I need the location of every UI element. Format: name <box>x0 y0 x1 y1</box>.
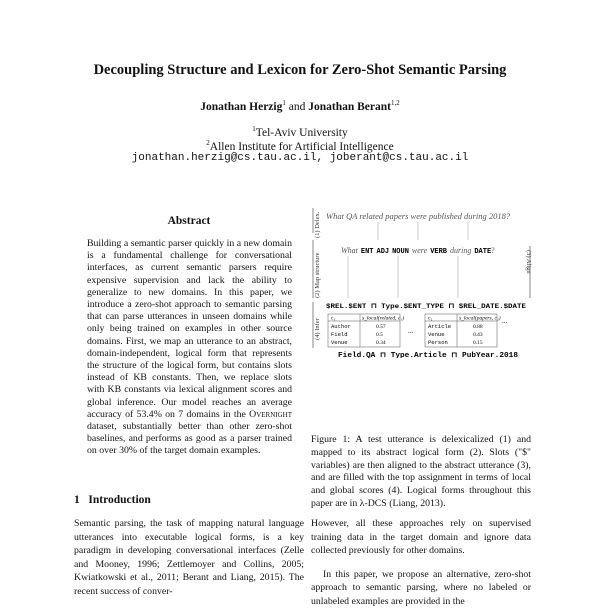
affiliation-1-text: Tel-Aviv University <box>255 126 348 139</box>
table-2-row-3-score: 0.15 <box>473 340 483 346</box>
table-1-row-3-candidate: Venue <box>331 339 348 346</box>
delex-utterance <box>341 246 495 256</box>
author-2-sup: 1,2 <box>390 99 400 107</box>
authors-and: and <box>288 100 306 113</box>
table-2-col2: s_local(papers, c₂) <box>459 315 501 322</box>
table-1-row-2-score: 0.5 <box>376 332 383 338</box>
abstract-text-1: Building a semantic parser quickly in a new domain is a fundamental challenge for conversational interfaces, as current semantic parsers require expensive supervision and lack the ability to generalize to new domains. In this paper, we introduce a zero-shot approach to semantic parsing that can parse utterances in unseen domains while only being trained on examples in other source domains. First, we map an utterance to an abstract, domain-independent, logical form that represents the structure of the logical form, but contains slots instead of KB constants. Then, we replace slots with KB constants via lexical alignment scores and global inference. Our model reaches an average accuracy of 53.4% on 7 domains in the <box>87 238 292 420</box>
affiliation-1 <box>0 125 600 139</box>
score-table-1 <box>328 314 404 347</box>
table-2-row-2-score: 0.43 <box>473 332 483 338</box>
table-2-row-1-candidate: Article <box>428 323 452 330</box>
affiliation-2-text: Allen Institute for Artificial Intelligence <box>209 140 394 153</box>
author-1-sup: 1 <box>282 99 286 107</box>
right-column-text <box>311 517 531 609</box>
delex-were: were <box>411 246 428 255</box>
table-1-row-1-score: 0.57 <box>376 324 386 330</box>
figure-1 <box>308 208 538 358</box>
delex-adj: ADJ <box>376 248 390 256</box>
right-paragraph-2: In this paper, we propose an alternative, zero-shot approach to semantic parsing, where no labeled or unlabeled examples are provided in the <box>311 568 531 607</box>
table-2-row-1-score: 0.88 <box>473 324 483 330</box>
abstract-heading: Abstract <box>167 215 211 227</box>
table-1-row-3-score: 0.34 <box>376 340 386 346</box>
abstract-dataset: Overnight <box>249 408 292 420</box>
abstract-text <box>87 238 292 458</box>
table-ellipsis-left: ... <box>408 327 414 335</box>
table-1-col1: c₁ <box>331 315 336 322</box>
delex-ent: ENT <box>360 248 374 256</box>
delex-verb: VERB <box>430 248 447 256</box>
score-table-2 <box>425 314 501 347</box>
table-2-row-2-candidate: Venue <box>428 331 445 338</box>
author-2: Jonathan Berant <box>308 100 391 113</box>
right-paragraph-1: However, all these approaches rely on supervised training data in the target domain and ignore data collected previously for other domains. <box>311 518 531 557</box>
table-ellipsis-right: ... <box>502 317 508 325</box>
abstract-logical-form: $REL.$ENT ⊓ Type.$ENT_TYPE ⊓ $REL_DATE.$DATE <box>326 303 526 311</box>
figure-caption: Figure 1: A test utterance is delexicalized (1) and mapped to its abstract logical form (2). Slots ("$" variables) are then aligned to the abstract utterance (3), and are filled with the top assignment in terms of local and global scores (4). Logical forms throughout this paper are in λ-DCS (Liang, 2013). <box>311 434 531 509</box>
affiliation-2 <box>0 139 600 153</box>
table-1-col2: s_local(related, c₁) <box>362 315 405 322</box>
label-infer: (4) Infer <box>314 318 321 340</box>
delex-date: DATE <box>474 248 492 256</box>
author-emails: jonathan.herzig@cs.tau.ac.il, joberant@cs.tau.ac.il <box>131 152 469 164</box>
delex-question-mark: ? <box>491 246 495 255</box>
delex-what: What <box>341 246 358 255</box>
paper-title: Decoupling Structure and Lexicon for Zero-Shot Semantic Parsing <box>93 62 507 78</box>
label-align: (3) Align <box>525 250 532 274</box>
delex-noun: NOUN <box>392 248 409 256</box>
section-heading-introduction: 1 Introduction <box>74 494 151 506</box>
author-1: Jonathan Herzig <box>200 100 283 113</box>
label-delex: (1) Delex. <box>314 211 321 238</box>
figure-utterance: What QA related papers were published during 2018? <box>326 211 511 221</box>
label-map-structure: (2) Map structure <box>314 252 321 298</box>
table-2-row-3-candidate: Person <box>428 339 448 346</box>
table-1-row-1-candidate: Author <box>331 323 351 330</box>
affiliation-1-sup: 1 <box>252 125 256 133</box>
affiliation-2-sup: 2 <box>206 139 210 147</box>
table-2-col1: c₂ <box>428 315 433 322</box>
introduction-text: Semantic parsing, the task of mapping natural language utterances into executable logical forms, is a key paradigm in developing conversational interfaces (Zelle and Mooney, 1996; Zettlemoyer and Collins, 2005; Kwiatkowski et al., 2011; Berant and Liang, 2015). The recent success of conver- <box>74 518 304 597</box>
final-logical-form: Field.QA ⊓ Type.Article ⊓ PubYear.2018 <box>338 352 518 358</box>
table-1-row-2-candidate: Field <box>331 331 348 338</box>
abstract-text-2: dataset, substantially better than other zero-shot baselines, and performs as good as a parser trained on over 30% of the target domain examples. <box>87 421 292 457</box>
delex-during: during <box>450 246 472 255</box>
authors <box>0 99 600 113</box>
